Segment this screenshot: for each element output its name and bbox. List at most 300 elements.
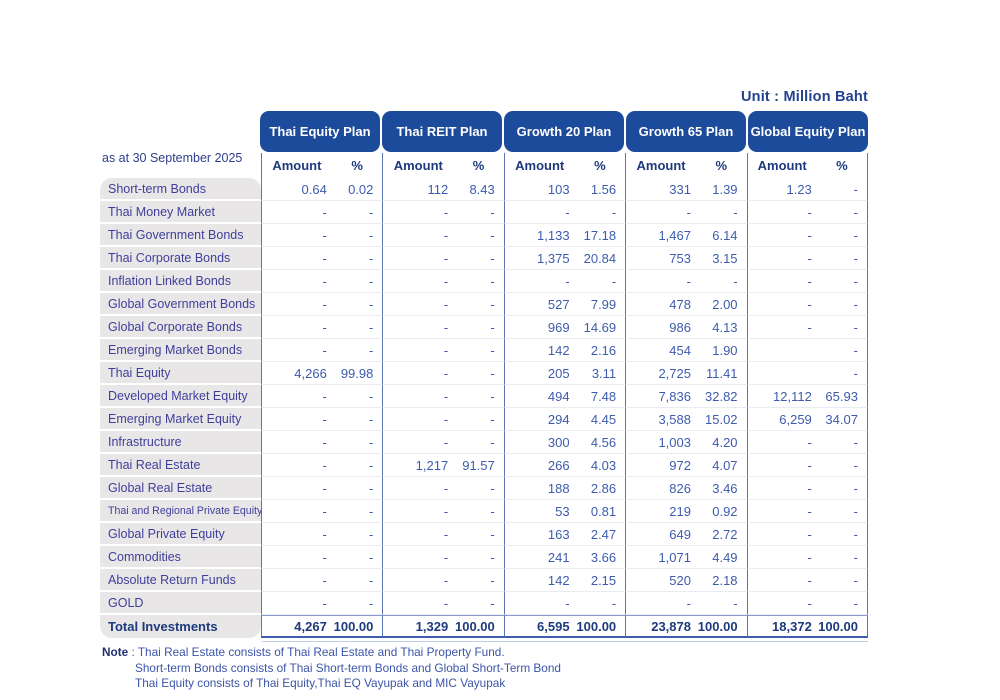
plan-cell-group: [625, 592, 746, 615]
percent-value: -: [733, 273, 738, 289]
percent-column-header: %: [351, 158, 363, 173]
plan-cell-group: [747, 224, 868, 247]
plan-cell-group: [261, 569, 382, 592]
amount-value: -: [443, 434, 449, 450]
amount-value: 205: [547, 365, 570, 381]
table-row: [100, 362, 868, 385]
percent-value: -: [853, 319, 858, 335]
plan-cell-group: [504, 454, 625, 477]
table-row: [100, 270, 868, 293]
plan-cell-group: [382, 500, 503, 523]
amount-value: 7,836: [658, 388, 691, 404]
amount-value: -: [807, 319, 812, 335]
percent-value: 4.03: [590, 457, 617, 473]
percent-value: -: [369, 480, 374, 496]
plan-cell-group: [261, 454, 382, 477]
percent-value: -: [853, 434, 858, 450]
plan-cell-group: [261, 316, 382, 339]
percent-value: 2.72: [712, 526, 738, 542]
row-label: Infrastructure: [100, 431, 261, 454]
note-line: Short-term Bonds consists of Thai Short-term Bonds and Global Short-Term Bond: [135, 660, 561, 675]
plan-cell-group: [625, 546, 746, 569]
plan-cell-group: [382, 615, 503, 638]
plan-header-thai-equity-plan: Thai Equity Plan: [260, 111, 380, 152]
amount-value: 103: [547, 181, 570, 197]
percent-value: 1.90: [712, 342, 738, 358]
note-line: [102, 645, 561, 661]
amount-value: -: [322, 273, 327, 289]
plan-cell-group: [625, 339, 746, 362]
subheader-group: [382, 153, 503, 178]
amount-value: -: [443, 250, 449, 266]
percent-value: -: [490, 434, 495, 450]
percent-value: 2.16: [590, 342, 617, 358]
amount-column-header: Amount: [515, 158, 565, 173]
plan-cell-group: [747, 500, 868, 523]
note-separator: :: [128, 645, 138, 659]
percent-value: -: [369, 388, 374, 404]
percent-column-header: %: [715, 158, 728, 173]
amount-value: -: [686, 273, 691, 289]
percent-value: 34.07: [825, 411, 858, 427]
table-row: [100, 178, 868, 201]
amount-value: -: [807, 204, 812, 220]
plan-header-global-equity-plan: Global Equity Plan: [748, 111, 868, 152]
plan-cell-group: [504, 431, 625, 454]
plan-cell-group: [261, 270, 382, 293]
percent-value: -: [853, 480, 858, 496]
plan-cell-group: [261, 201, 382, 224]
percent-value: -: [733, 595, 738, 611]
plan-cell-group: [261, 431, 382, 454]
percent-value: 3.15: [712, 250, 738, 266]
plan-cell-group: [747, 178, 868, 201]
table-row: [100, 454, 868, 477]
amount-value: 972: [669, 457, 691, 473]
amount-value: -: [807, 595, 812, 611]
table-row: [100, 523, 868, 546]
plan-cell-group: [261, 408, 382, 431]
plan-cell-group: [261, 615, 382, 638]
plan-cell-group: [261, 224, 382, 247]
plan-cell-group: [382, 523, 503, 546]
row-label: Thai Real Estate: [100, 454, 261, 477]
plan-cell-group: [747, 523, 868, 546]
amount-value: 1,329: [415, 618, 449, 634]
plan-cell-group: [504, 339, 625, 362]
amount-value: -: [322, 480, 327, 496]
percent-value: 3.46: [712, 480, 738, 496]
percent-value: -: [490, 595, 495, 611]
row-label: Inflation Linked Bonds: [100, 270, 261, 293]
amount-value: 986: [669, 319, 691, 335]
percent-value: -: [369, 250, 374, 266]
row-label: Global Real Estate: [100, 477, 261, 500]
percent-value: -: [369, 549, 374, 565]
amount-value: -: [565, 273, 570, 289]
percent-value: 99.98: [340, 365, 374, 381]
amount-value: -: [807, 480, 812, 496]
percent-value: 7.48: [590, 388, 617, 404]
plan-cell-group: [382, 477, 503, 500]
total-row: [100, 615, 868, 638]
percent-value: -: [490, 273, 495, 289]
plan-cell-group: [382, 408, 503, 431]
percent-value: -: [853, 595, 858, 611]
column-subheader-row: [261, 153, 868, 178]
plan-cell-group: [261, 247, 382, 270]
percent-value: 0.81: [590, 503, 617, 519]
plan-cell-group: [504, 385, 625, 408]
amount-column-header: Amount: [272, 158, 322, 173]
percent-value: -: [490, 342, 495, 358]
plan-cell-group: [747, 362, 868, 385]
footnotes: [102, 645, 561, 692]
percent-value: -: [853, 503, 858, 519]
percent-value: -: [853, 250, 858, 266]
amount-value: 241: [547, 549, 570, 565]
plan-cell-group: [625, 362, 746, 385]
total-bottom-accent-line: [262, 641, 868, 642]
plan-cell-group: [747, 270, 868, 293]
plan-cell-group: [504, 247, 625, 270]
amount-value: 494: [547, 388, 570, 404]
plan-header-thai-reit-plan: Thai REIT Plan: [382, 111, 502, 152]
plan-cell-group: [625, 293, 746, 316]
amount-value: -: [807, 273, 812, 289]
plan-cell-group: [504, 224, 625, 247]
table-row: [100, 293, 868, 316]
plan-cell-group: [625, 500, 746, 523]
amount-value: 1,375: [537, 250, 570, 266]
amount-value: -: [443, 296, 449, 312]
percent-value: 32.82: [705, 388, 738, 404]
table-row: [100, 592, 868, 615]
percent-value: -: [490, 204, 495, 220]
percent-value: -: [853, 549, 858, 565]
amount-value: -: [322, 549, 327, 565]
percent-column-header: %: [594, 158, 606, 173]
plan-cell-group: [504, 500, 625, 523]
amount-value: 12,112: [773, 388, 812, 404]
amount-value: -: [807, 503, 812, 519]
row-label: Thai Corporate Bonds: [100, 247, 261, 270]
amount-value: 1,071: [658, 549, 691, 565]
plan-cell-group: [747, 385, 868, 408]
percent-value: -: [611, 204, 617, 220]
plan-cell-group: [625, 477, 746, 500]
plan-cell-group: [382, 201, 503, 224]
amount-value: -: [322, 595, 327, 611]
plan-cell-group: [625, 178, 746, 201]
percent-value: 0.92: [712, 503, 738, 519]
as-at-date: as at 30 September 2025: [102, 151, 243, 165]
amount-value: 300: [547, 434, 570, 450]
row-label: GOLD: [100, 592, 261, 615]
percent-value: 3.66: [590, 549, 617, 565]
plan-header-growth-65-plan: Growth 65 Plan: [626, 111, 746, 152]
amount-value: 294: [547, 411, 570, 427]
percent-column-header: %: [836, 158, 848, 173]
amount-value: -: [807, 526, 812, 542]
plan-cell-group: [382, 546, 503, 569]
row-label: Developed Market Equity: [100, 385, 261, 408]
plan-cell-group: [747, 316, 868, 339]
plan-cell-group: [382, 224, 503, 247]
amount-value: 53: [555, 503, 570, 519]
table-row: [100, 431, 868, 454]
plan-cell-group: [747, 477, 868, 500]
percent-value: -: [490, 227, 495, 243]
percent-value: -: [611, 273, 617, 289]
amount-value: -: [807, 457, 812, 473]
amount-value: 219: [669, 503, 691, 519]
percent-value: -: [369, 296, 374, 312]
percent-value: 7.99: [590, 296, 617, 312]
allocation-table: [100, 178, 868, 638]
plan-cell-group: [747, 408, 868, 431]
percent-value: -: [369, 595, 374, 611]
percent-value: 2.18: [712, 572, 738, 588]
plan-cell-group: [747, 546, 868, 569]
amount-value: 478: [669, 296, 691, 312]
amount-value: -: [322, 342, 327, 358]
amount-value: -: [443, 572, 449, 588]
amount-value: -: [322, 411, 327, 427]
percent-value: 2.47: [590, 526, 617, 542]
amount-value: -: [807, 250, 812, 266]
percent-value: 0.02: [348, 181, 374, 197]
plan-cell-group: [382, 362, 503, 385]
amount-value: 753: [669, 250, 691, 266]
plan-cell-group: [504, 546, 625, 569]
plan-cell-group: [382, 339, 503, 362]
amount-value: 6,595: [537, 618, 570, 634]
amount-value: -: [807, 296, 812, 312]
amount-value: 6,259: [779, 411, 812, 427]
amount-value: 23,878: [651, 618, 691, 634]
note-text: Thai Real Estate consists of Thai Real Estate and Thai Property Fund.: [137, 645, 505, 659]
amount-value: -: [322, 388, 327, 404]
percent-value: 20.84: [583, 250, 617, 266]
note-line: Thai Equity consists of Thai Equity,Thai EQ Vayupak and MIC Vayupak: [135, 676, 506, 691]
percent-value: -: [369, 411, 374, 427]
percent-value: 8.43: [469, 181, 495, 197]
subheader-group: [504, 153, 625, 178]
amount-column-header: Amount: [757, 158, 807, 173]
amount-value: -: [443, 273, 449, 289]
subheader-group: [747, 153, 868, 178]
amount-value: -: [443, 227, 449, 243]
row-label: Thai and Regional Private Equity: [100, 500, 261, 523]
percent-value: -: [853, 273, 858, 289]
percent-value: 11.41: [705, 365, 738, 381]
percent-value: 100.00: [818, 618, 858, 634]
amount-value: -: [322, 526, 327, 542]
amount-value: -: [443, 342, 449, 358]
percent-value: 6.14: [712, 227, 738, 243]
percent-value: 4.20: [712, 434, 738, 450]
amount-value: -: [322, 572, 327, 588]
amount-value: -: [322, 457, 327, 473]
row-label: Global Corporate Bonds: [100, 316, 261, 339]
amount-value: -: [686, 595, 691, 611]
percent-value: 15.02: [705, 411, 738, 427]
percent-value: 100.00: [455, 618, 495, 634]
percent-value: -: [853, 296, 858, 312]
percent-column-header: %: [472, 158, 485, 173]
percent-value: -: [853, 181, 858, 197]
amount-value: 1,467: [658, 227, 691, 243]
plan-cell-group: [261, 523, 382, 546]
plan-cell-group: [504, 316, 625, 339]
percent-value: 2.86: [590, 480, 617, 496]
plan-header-row: [260, 111, 868, 152]
plan-cell-group: [382, 569, 503, 592]
percent-value: -: [369, 526, 374, 542]
plan-cell-group: [261, 385, 382, 408]
plan-cell-group: [504, 293, 625, 316]
row-label: Thai Government Bonds: [100, 224, 261, 247]
plan-cell-group: [261, 339, 382, 362]
plan-cell-group: [261, 500, 382, 523]
amount-value: -: [443, 526, 449, 542]
subheader-group: [625, 153, 746, 178]
plan-header-growth-20-plan: Growth 20 Plan: [504, 111, 624, 152]
row-label: Thai Equity: [100, 362, 261, 385]
amount-value: 266: [547, 457, 570, 473]
percent-value: -: [369, 227, 374, 243]
plan-cell-group: [747, 247, 868, 270]
percent-value: -: [490, 480, 495, 496]
percent-value: -: [369, 457, 374, 473]
plan-cell-group: [747, 615, 868, 638]
amount-value: 1,003: [658, 434, 691, 450]
amount-value: -: [443, 549, 449, 565]
amount-value: 0.64: [301, 181, 327, 197]
percent-value: -: [853, 204, 858, 220]
amount-column-header: Amount: [393, 158, 443, 173]
percent-value: -: [490, 388, 495, 404]
plan-cell-group: [382, 178, 503, 201]
plan-cell-group: [504, 569, 625, 592]
amount-value: -: [443, 388, 449, 404]
amount-value: -: [322, 434, 327, 450]
amount-value: -: [322, 503, 327, 519]
subheader-group: [261, 153, 382, 178]
table-row: [100, 224, 868, 247]
plan-cell-group: [625, 615, 746, 638]
amount-value: 1,217: [415, 457, 449, 473]
amount-value: 1,133: [537, 227, 570, 243]
percent-value: -: [369, 434, 374, 450]
row-label: Short-term Bonds: [100, 178, 261, 201]
amount-value: 454: [669, 342, 691, 358]
plan-cell-group: [382, 293, 503, 316]
table-row: [100, 500, 868, 523]
table-row: [100, 408, 868, 431]
percent-value: 100.00: [333, 618, 374, 634]
percent-value: -: [490, 296, 495, 312]
percent-value: -: [490, 572, 495, 588]
plan-cell-group: [504, 178, 625, 201]
amount-value: 520: [669, 572, 691, 588]
plan-cell-group: [382, 454, 503, 477]
plan-cell-group: [625, 385, 746, 408]
plan-cell-group: [261, 477, 382, 500]
plan-cell-group: [382, 247, 503, 270]
plan-cell-group: [382, 592, 503, 615]
note-label: Note: [102, 645, 129, 659]
plan-cell-group: [625, 523, 746, 546]
amount-value: 969: [547, 319, 570, 335]
amount-value: 2,725: [658, 365, 691, 381]
percent-value: -: [369, 273, 374, 289]
percent-value: -: [490, 319, 495, 335]
plan-cell-group: [504, 615, 625, 638]
percent-value: 2.00: [712, 296, 738, 312]
percent-value: -: [490, 503, 495, 519]
plan-cell-group: [625, 408, 746, 431]
plan-cell-group: [747, 431, 868, 454]
row-label: Commodities: [100, 546, 261, 569]
amount-value: -: [565, 204, 570, 220]
table-row: [100, 385, 868, 408]
plan-cell-group: [382, 385, 503, 408]
percent-value: 4.56: [590, 434, 617, 450]
plan-cell-group: [261, 178, 382, 201]
amount-value: -: [807, 434, 812, 450]
plan-cell-group: [625, 316, 746, 339]
amount-value: 4,267: [294, 618, 327, 634]
plan-cell-group: [382, 316, 503, 339]
percent-value: 2.15: [590, 572, 617, 588]
percent-value: -: [733, 204, 738, 220]
amount-value: -: [686, 204, 691, 220]
amount-value: -: [443, 365, 449, 381]
plan-cell-group: [504, 408, 625, 431]
percent-value: -: [853, 342, 858, 358]
plan-cell-group: [504, 592, 625, 615]
amount-value: -: [443, 503, 449, 519]
percent-value: 65.93: [825, 388, 858, 404]
amount-value: -: [807, 549, 812, 565]
amount-value: 826: [669, 480, 691, 496]
plan-cell-group: [261, 293, 382, 316]
plan-cell-group: [261, 362, 382, 385]
amount-value: -: [807, 227, 812, 243]
plan-cell-group: [504, 362, 625, 385]
percent-value: -: [611, 595, 617, 611]
plan-cell-group: [625, 431, 746, 454]
amount-value: -: [322, 250, 327, 266]
plan-cell-group: [625, 224, 746, 247]
percent-value: 100.00: [576, 618, 617, 634]
amount-value: 142: [547, 572, 570, 588]
percent-value: 4.13: [712, 319, 738, 335]
table-row: [100, 339, 868, 362]
percent-value: 14.69: [583, 319, 617, 335]
percent-value: 4.07: [712, 457, 738, 473]
percent-value: 4.45: [590, 411, 617, 427]
amount-value: 527: [547, 296, 570, 312]
row-label: Global Government Bonds: [100, 293, 261, 316]
percent-value: 4.49: [712, 549, 738, 565]
amount-value: -: [565, 595, 570, 611]
plan-cell-group: [625, 569, 746, 592]
table-row: [100, 316, 868, 339]
amount-column-header: Amount: [636, 158, 686, 173]
